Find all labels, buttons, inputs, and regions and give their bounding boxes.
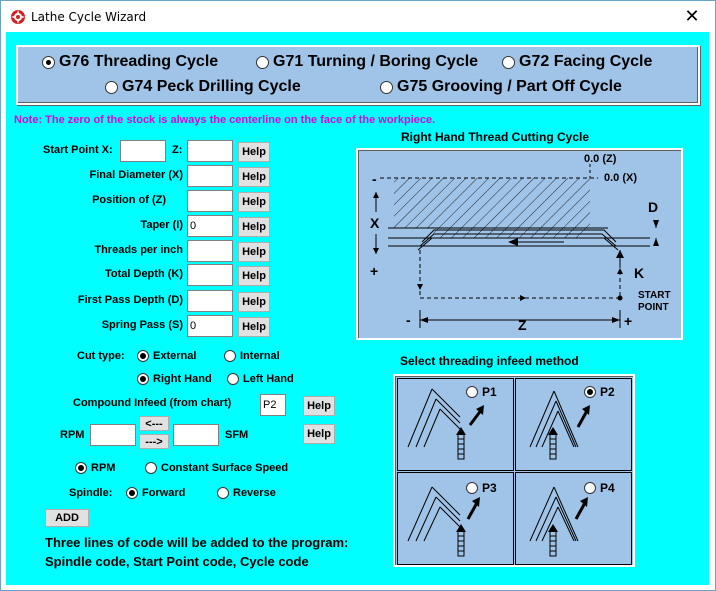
close-icon[interactable]: ✕ [684,6,700,27]
start-text: START [638,290,671,301]
footer-line-2: Spindle code, Start Point code, Cycle code [45,554,309,569]
zero-x-text: 0.0 (X) [604,172,638,184]
rpm-mode-radio[interactable] [75,462,87,474]
client-area [6,32,709,585]
total-depth-input[interactable] [187,264,233,286]
minus-top-text: - [372,171,377,187]
reverse-radio[interactable] [217,487,229,499]
workpiece-hatch [394,178,590,238]
infeed-cell-p3[interactable] [397,472,514,565]
infeed-radio-p4[interactable] [584,482,596,494]
sfm-label: SFM [225,429,249,441]
point-text: POINT [638,302,669,313]
z-axis-text: Z [518,317,527,333]
start-point-x-label: Start Point X: [43,144,113,156]
cycle-option-g74[interactable]: G74 Peck Drilling Cycle [105,78,301,96]
app-icon [10,9,26,25]
spindle-forward[interactable]: Forward [126,487,185,499]
infeed-radio-p3[interactable] [466,482,478,494]
footer-line-1: Three lines of code will be added to the program: [45,535,349,550]
d-text: D [648,199,659,215]
start-point-z-input[interactable] [187,140,233,162]
stock-zero-note: Note: The zero of the stock is always the centerline on the face of the workpiece. [14,114,436,126]
internal-radio[interactable] [224,350,236,362]
first-pass-depth-help-button[interactable]: Help [238,292,270,312]
infeed-option-p1[interactable]: P1 [466,385,497,399]
x-axis-text: X [370,215,380,231]
spindle-label: Spindle: [69,487,113,499]
infeed-title: Select threading infeed method [400,354,579,368]
infeed-method-panel [393,374,635,567]
cycle-radio-g74[interactable] [105,81,118,94]
first-pass-depth-label: First Pass Depth (D) [77,294,183,306]
cycle-option-g75[interactable]: G75 Grooving / Part Off Cycle [380,78,622,96]
minus-bottom-text: - [406,312,411,328]
compound-infeed-input[interactable] [260,394,286,416]
thread-cycle-drawing [358,150,681,338]
spindle-reverse[interactable]: Reverse [217,487,276,499]
spring-pass-label: Spring Pass (S) [101,319,183,331]
cycle-option-g71[interactable]: G71 Turning / Boring Cycle [256,53,478,71]
final-diameter-label: Final Diameter (X) [89,169,183,181]
total-depth-help-button[interactable]: Help [238,266,270,286]
infeed-radio-p2[interactable] [584,386,596,398]
cycle-radio-g71[interactable] [256,56,269,69]
plus-left-text: + [370,263,379,279]
speed-mode-css[interactable]: Constant Surface Speed [145,462,288,474]
sfm-to-rpm-button[interactable]: <--- [139,416,169,431]
cut-type-external[interactable]: External [137,350,196,362]
cycle-selector-panel [16,45,700,105]
taper-label: Taper (I) [140,219,183,231]
infeed-cell-p1[interactable] [397,378,514,471]
external-radio[interactable] [137,350,149,362]
infeed-radio-p1[interactable] [466,386,478,398]
position-z-label: Position of (Z) [92,194,166,206]
cycle-option-g72[interactable]: G72 Facing Cycle [502,53,652,71]
css-mode-radio[interactable] [145,462,157,474]
taper-input[interactable] [187,215,233,237]
taper-help-button[interactable]: Help [238,217,270,237]
spring-pass-help-button[interactable]: Help [238,317,270,337]
add-button[interactable]: ADD [45,509,89,527]
total-depth-label: Total Depth (K) [104,268,183,280]
cut-type-internal[interactable]: Internal [224,350,280,362]
cycle-radio-g75[interactable] [380,81,393,94]
final-diameter-help-button[interactable]: Help [238,167,270,187]
infeed-cell-p2[interactable] [515,378,632,471]
cycle-radio-g72[interactable] [502,56,515,69]
cycle-radio-g76[interactable] [42,56,55,69]
left-hand-radio[interactable] [227,373,239,385]
window-title: Lathe Cycle Wizard [31,10,147,24]
diagram-title: Right Hand Thread Cutting Cycle [401,130,590,144]
infeed-option-p2[interactable]: P2 [584,385,615,399]
rpm-label: RPM [60,429,85,441]
k-text: K [634,265,645,281]
threads-per-inch-input[interactable] [187,240,233,262]
zero-z-text: 0.0 (Z) [584,153,617,165]
infeed-option-p3[interactable]: P3 [466,481,497,495]
cut-type-label: Cut type: [77,350,125,362]
infeed-option-p4[interactable]: P4 [584,481,615,495]
first-pass-depth-input[interactable] [187,290,233,312]
start-point-z-label: Z: [172,144,183,156]
final-diameter-input[interactable] [187,165,233,187]
plus-bottom-text: + [624,313,633,329]
hand-left[interactable]: Left Hand [227,373,294,385]
threads-per-inch-label: Threads per inch [94,244,183,256]
rpm-to-sfm-button[interactable]: ---> [139,434,169,449]
thread-cycle-diagram [356,148,683,340]
forward-radio[interactable] [126,487,138,499]
threads-per-inch-help-button[interactable]: Help [238,242,270,262]
start-point-x-input[interactable] [120,140,166,162]
right-hand-radio[interactable] [137,373,149,385]
infeed-cell-p4[interactable] [515,472,632,565]
cycle-option-g76[interactable]: G76 Threading Cycle [42,53,218,71]
speed-mode-rpm[interactable]: RPM [75,462,115,474]
rpm-input[interactable] [90,424,136,446]
spring-pass-input[interactable] [187,315,233,337]
position-z-input[interactable] [187,190,233,212]
sfm-input[interactable] [173,424,219,446]
compound-infeed-label: Compound Infeed (from chart) [73,397,232,409]
compound-infeed-help-button[interactable]: Help [303,396,335,416]
speed-help-button[interactable]: Help [303,424,335,444]
start-point-help-button[interactable]: Help [238,142,270,162]
title-bar [1,1,715,32]
hand-right[interactable]: Right Hand [137,373,212,385]
position-z-help-button[interactable]: Help [238,192,270,212]
